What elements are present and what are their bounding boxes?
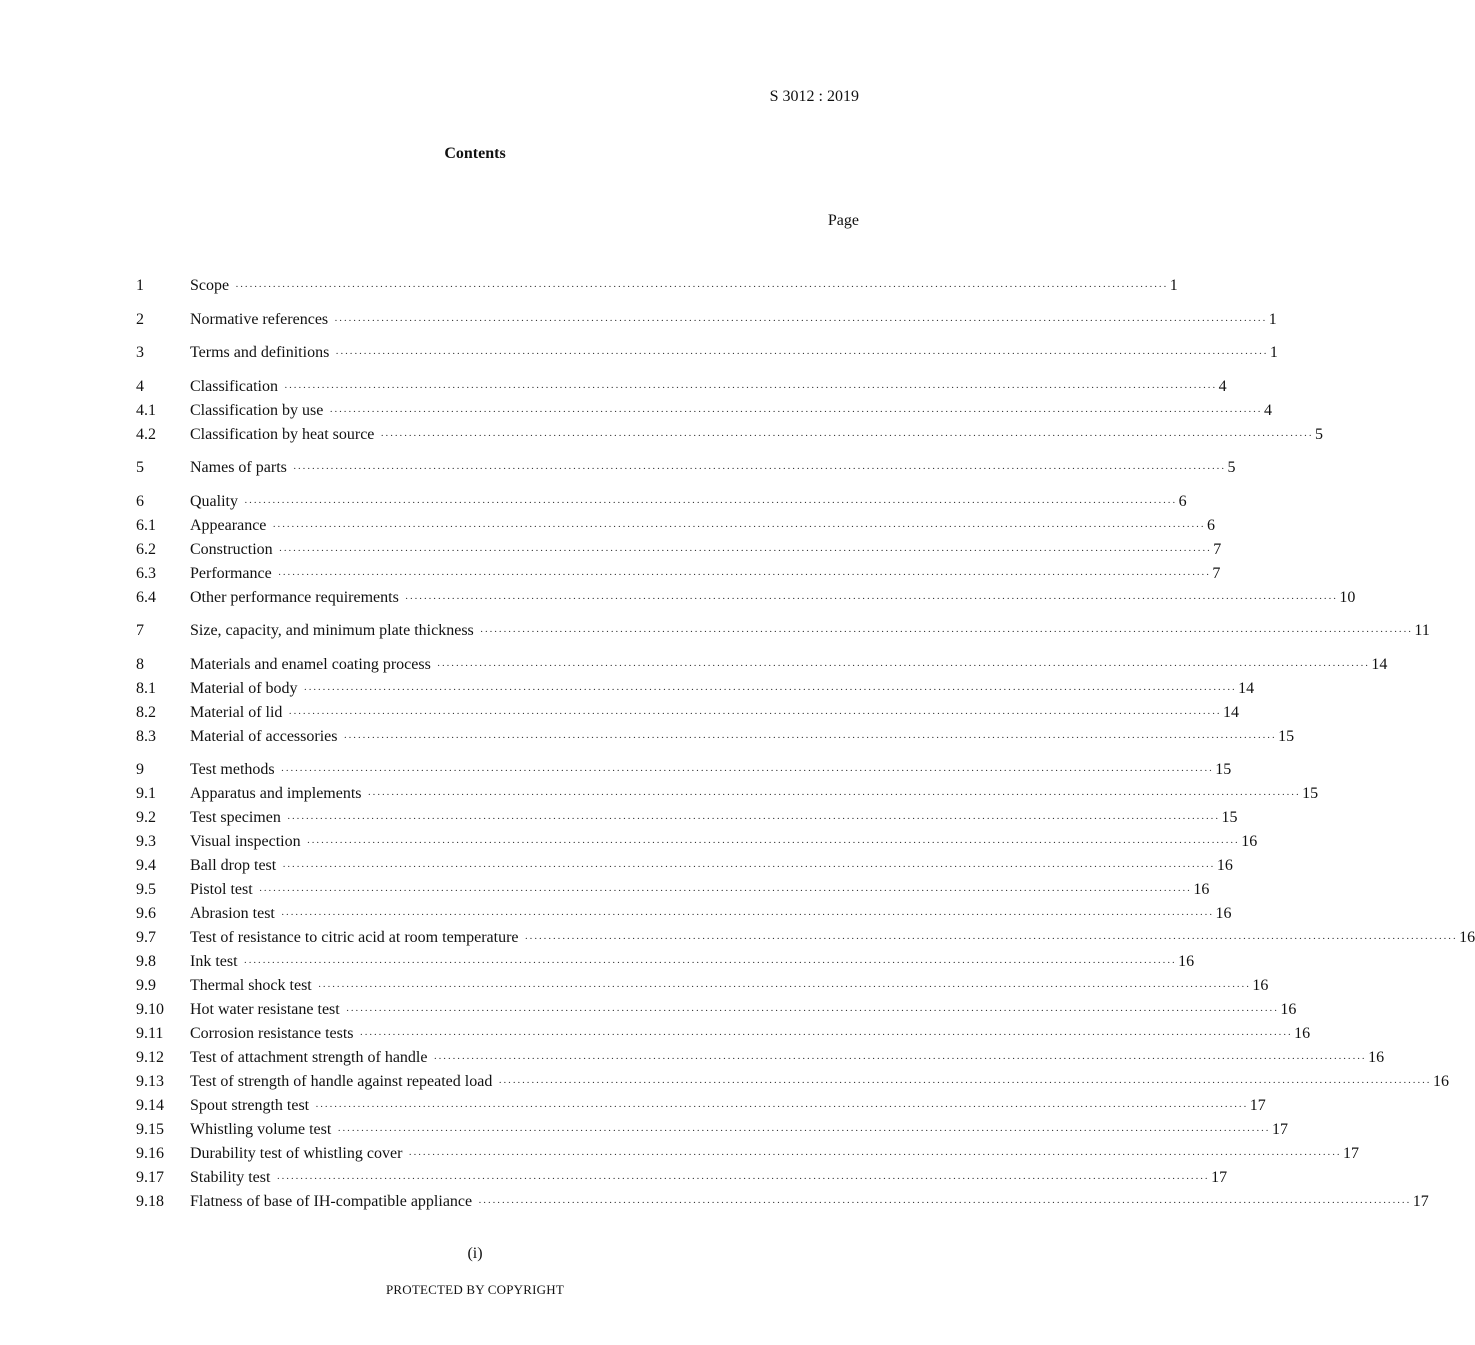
toc-entry-number: 6.1	[136, 516, 156, 534]
toc-entry[interactable]	[136, 1121, 1288, 1145]
toc-entry-number: 9.7	[136, 929, 156, 946]
toc-entry-title: Terms and definitions	[190, 344, 330, 361]
toc-entry-title: Appearance	[190, 516, 267, 534]
toc-entry-title: Classification by use	[190, 401, 324, 419]
toc-entry[interactable]	[136, 492, 1187, 517]
toc-entry-number: 8.2	[136, 703, 156, 721]
toc-entry-title: Material of accessories	[190, 727, 338, 745]
toc-entry-number: 1	[136, 277, 144, 294]
toc-entry-page: 15	[1221, 809, 1238, 826]
toc-entry[interactable]	[136, 425, 1324, 450]
toc-dot-leader: ········································································································································································································	[359, 1029, 1293, 1041]
toc-entry-number: 9.4	[136, 857, 156, 874]
toc-entry-page: 17	[1249, 1097, 1266, 1114]
toc-entry[interactable]	[136, 277, 1178, 301]
toc-entry[interactable]	[136, 679, 1255, 704]
toc-entry-title: Spout strength test	[190, 1097, 310, 1114]
toc-entry-title: Apparatus and implements	[190, 785, 362, 802]
toc-entry[interactable]	[136, 564, 1221, 589]
toc-entry-page: 10	[1339, 588, 1356, 606]
toc-dot-leader: ········································································································································································································	[306, 837, 1240, 849]
toc-entry[interactable]	[136, 588, 1356, 613]
toc-dot-leader: ········································································································································································································	[288, 707, 1222, 720]
toc-dot-leader: ········································································································································································································	[478, 1197, 1411, 1209]
toc-entry-number: 9.14	[136, 1097, 164, 1114]
toc-entry-number: 6.2	[136, 540, 156, 558]
toc-entry-page: 7	[1212, 564, 1221, 582]
toc-entry-title: Test methods	[190, 761, 275, 778]
toc-dot-leader: ········································································································································································································	[343, 731, 1277, 744]
toc-entry-number: 9.8	[136, 953, 156, 970]
toc-entry[interactable]	[136, 1073, 1449, 1097]
page-title: Contents	[444, 145, 506, 162]
toc-entry[interactable]	[136, 310, 1277, 335]
toc-entry-page: 15	[1302, 785, 1319, 802]
toc-entry-number: 5	[136, 459, 144, 476]
toc-entry-title: Ink test	[190, 953, 238, 970]
toc-entry[interactable]	[136, 761, 1232, 785]
toc-entry[interactable]	[136, 833, 1258, 857]
toc-dot-leader: ········································································································································································································	[280, 765, 1214, 777]
toc-entry[interactable]	[136, 622, 1430, 646]
toc-entry-title: Test of resistance to citric acid at room temperature	[190, 929, 519, 946]
toc-dot-leader: ········································································································································································································	[335, 348, 1268, 360]
toc-entry-number: 4	[136, 377, 144, 395]
toc-dot-leader: ········································································································································································································	[408, 1149, 1342, 1161]
toc-entry-page: 16	[1215, 905, 1232, 922]
toc-entry-number: 6	[136, 492, 144, 510]
toc-dot-leader: ········································································································································································································	[292, 463, 1226, 475]
toc-dot-leader: ········································································································································································································	[286, 813, 1220, 825]
toc-dot-leader: ········································································································································································································	[317, 981, 1251, 993]
toc-entry[interactable]	[136, 1049, 1385, 1073]
toc-entry-title: Corrosion resistance tests	[190, 1025, 354, 1042]
toc-dot-leader: ········································································································································································································	[277, 568, 1211, 581]
toc-dot-leader: ········································································································································································································	[337, 1125, 1270, 1137]
toc-entry[interactable]	[136, 1025, 1311, 1049]
toc-dot-leader: ········································································································································································································	[258, 885, 1192, 897]
toc-entry-page: 16	[1178, 953, 1195, 970]
toc-entry-number: 9.17	[136, 1169, 164, 1186]
toc-dot-leader: ········································································································································································································	[367, 789, 1301, 801]
toc-entry[interactable]	[136, 727, 1295, 752]
toc-dot-leader: ········································································································································································································	[303, 683, 1237, 696]
toc-entry-title: Names of parts	[190, 459, 287, 476]
toc-entry-number: 9	[136, 761, 144, 778]
toc-dot-leader: ········································································································································································································	[315, 1101, 1248, 1113]
toc-dot-leader: ········································································································································································································	[235, 281, 1168, 293]
toc-entry-number: 8.1	[136, 679, 156, 697]
toc-entry-title: Construction	[190, 540, 273, 558]
toc-entry-title: Ball drop test	[190, 857, 277, 874]
toc-entry[interactable]	[136, 1001, 1297, 1025]
toc-entry-number: 9.16	[136, 1145, 164, 1162]
toc-entry-page: 16	[1294, 1025, 1311, 1042]
toc-entry-number: 6.4	[136, 588, 156, 606]
toc-entry-page: 16	[1193, 881, 1210, 898]
toc-dot-leader: ········································································································································································································	[272, 520, 1206, 533]
toc-dot-leader: ········································································································································································································	[282, 861, 1215, 873]
toc-entry-page: 16	[1280, 1001, 1297, 1018]
toc-dot-leader: ········································································································································································································	[524, 933, 1458, 945]
toc-dot-leader: ········································································································································································································	[479, 626, 1413, 638]
toc-dot-leader: ········································································································································································································	[329, 405, 1262, 418]
toc-dot-leader: ········································································································································································································	[243, 957, 1177, 969]
toc-entry[interactable]	[136, 881, 1210, 905]
toc-entry-number: 8	[136, 655, 144, 673]
toc-entry-title: Stability test	[190, 1169, 271, 1186]
toc-entry-number: 6.3	[136, 564, 156, 582]
toc-entry-page: 5	[1315, 425, 1324, 443]
toc-entry-number: 9.1	[136, 785, 156, 802]
toc-dot-leader: ········································································································································································································	[280, 909, 1214, 921]
toc-entry-title: Size, capacity, and minimum plate thickness	[190, 622, 474, 639]
toc-entry-title: Classification by heat source	[190, 425, 375, 443]
toc-entry-page: 6	[1178, 492, 1187, 510]
toc-entry-title: Material of lid	[190, 703, 283, 721]
toc-dot-leader: ········································································································································································································	[283, 381, 1217, 394]
toc-entry[interactable]	[136, 809, 1238, 833]
toc-entry[interactable]	[136, 1145, 1360, 1169]
page-column-label: Page	[827, 212, 859, 229]
toc-entry-number: 8.3	[136, 727, 156, 745]
toc-entry-title: Durability test of whistling cover	[190, 1145, 403, 1162]
toc-entry-title: Other performance requirements	[190, 588, 399, 606]
toc-entry-number: 9.15	[136, 1121, 164, 1138]
toc-dot-leader: ········································································································································································································	[345, 1005, 1279, 1017]
toc-entry-number: 9.6	[136, 905, 156, 922]
toc-entry[interactable]	[136, 459, 1236, 483]
toc-entry-page: 4	[1263, 401, 1272, 419]
toc-entry-title: Pistol test	[190, 881, 253, 898]
toc-dot-leader: ········································································································································································································	[404, 592, 1338, 605]
toc-entry-number: 9.13	[136, 1073, 164, 1090]
toc-entry-page: 5	[1227, 459, 1236, 476]
toc-entry-page: 14	[1223, 703, 1240, 721]
toc-entry[interactable]	[136, 516, 1216, 541]
toc-entry-title: Thermal shock test	[190, 977, 312, 994]
toc-entry[interactable]	[136, 540, 1222, 565]
toc-dot-leader: ········································································································································································································	[244, 496, 1177, 509]
toc-entry-page: 14	[1238, 679, 1255, 697]
toc-entry-title: Test of attachment strength of handle	[190, 1049, 428, 1066]
toc-entry-page: 14	[1371, 655, 1388, 673]
toc-entry-number: 9.2	[136, 809, 156, 826]
toc-entry-number: 4.2	[136, 425, 156, 443]
toc-entry-number: 2	[136, 310, 144, 328]
toc-entry-page: 17	[1211, 1169, 1228, 1186]
toc-entry-title: Normative references	[190, 310, 329, 328]
toc-entry-number: 3	[136, 344, 144, 361]
toc-entry[interactable]	[136, 1193, 1429, 1217]
toc-dot-leader: ········································································································································································································	[433, 1053, 1367, 1065]
toc-entry-title: Performance	[190, 564, 272, 582]
toc-entry-page: 16	[1216, 857, 1233, 874]
copyright-notice: PROTECTED BY COPYRIGHT	[386, 1282, 564, 1297]
table-of-contents	[136, 277, 1475, 1217]
toc-entry[interactable]	[136, 1169, 1228, 1193]
toc-entry[interactable]	[136, 344, 1278, 368]
toc-entry[interactable]	[136, 703, 1240, 728]
toc-entry-number: 9.10	[136, 1001, 164, 1018]
toc-entry-title: Flatness of base of IH-compatible appliance	[190, 1193, 473, 1210]
toc-entry-page: 7	[1213, 540, 1222, 558]
toc-entry-number: 9.18	[136, 1193, 164, 1210]
toc-entry[interactable]	[136, 929, 1475, 953]
toc-entry-title: Abrasion test	[190, 905, 275, 922]
toc-entry-title: Test specimen	[190, 809, 281, 826]
toc-entry-page: 16	[1459, 929, 1475, 946]
toc-entry[interactable]	[136, 953, 1195, 977]
toc-dot-leader: ········································································································································································································	[498, 1077, 1431, 1089]
toc-entry-title: Visual inspection	[190, 833, 301, 850]
toc-entry-page: 17	[1412, 1193, 1429, 1210]
toc-entry[interactable]	[136, 857, 1233, 881]
toc-entry[interactable]	[136, 905, 1232, 929]
toc-entry-number: 9.9	[136, 977, 156, 994]
toc-entry[interactable]	[136, 977, 1269, 1001]
toc-entry-title: Scope	[190, 277, 230, 294]
toc-entry-title: Hot water resistane test	[190, 1001, 340, 1018]
toc-entry[interactable]	[136, 377, 1227, 402]
toc-entry-page: 1	[1269, 344, 1278, 361]
toc-entry-page: 1	[1169, 277, 1178, 294]
toc-entry-number: 9.11	[136, 1025, 164, 1042]
toc-entry-page: 11	[1414, 622, 1430, 639]
toc-entry-page: 1	[1268, 310, 1277, 328]
toc-entry-title: Quality	[190, 492, 238, 510]
toc-entry-number: 4.1	[136, 401, 156, 419]
toc-entry-page: 16	[1368, 1049, 1385, 1066]
toc-entry-page: 15	[1215, 761, 1232, 778]
toc-entry-page: 17	[1271, 1121, 1288, 1138]
page-folio: (i)	[467, 1245, 483, 1262]
toc-entry-page: 16	[1241, 833, 1258, 850]
toc-entry-page: 4	[1218, 377, 1227, 395]
toc-entry-title: Material of body	[190, 679, 298, 697]
toc-entry-number: 9.3	[136, 833, 156, 850]
toc-entry-title: Classification	[190, 377, 278, 395]
toc-entry[interactable]	[136, 401, 1272, 426]
toc-entry[interactable]	[136, 655, 1388, 680]
toc-entry-number: 7	[136, 622, 144, 639]
toc-entry[interactable]	[136, 1097, 1266, 1121]
toc-dot-leader: ········································································································································································································	[278, 544, 1212, 557]
toc-dot-leader: ········································································································································································································	[380, 429, 1314, 442]
toc-entry-page: 16	[1252, 977, 1269, 994]
toc-entry-number: 9.12	[136, 1049, 164, 1066]
toc-dot-leader: ········································································································································································································	[334, 314, 1267, 327]
toc-entry[interactable]	[136, 785, 1319, 809]
toc-entry-page: 15	[1278, 727, 1295, 745]
toc-dot-leader: ········································································································································································································	[436, 659, 1370, 672]
toc-dot-leader: ········································································································································································································	[276, 1173, 1210, 1185]
standard-number: S 3012 : 2019	[769, 88, 859, 105]
toc-entry-title: Whistling volume test	[190, 1121, 332, 1138]
toc-entry-page: 17	[1343, 1145, 1360, 1162]
toc-entry-title: Materials and enamel coating process	[190, 655, 431, 673]
toc-entry-title: Test of strength of handle against repeated load	[190, 1073, 493, 1090]
toc-entry-page: 6	[1207, 516, 1216, 534]
toc-entry-page: 16	[1432, 1073, 1449, 1090]
toc-entry-number: 9.5	[136, 881, 156, 898]
